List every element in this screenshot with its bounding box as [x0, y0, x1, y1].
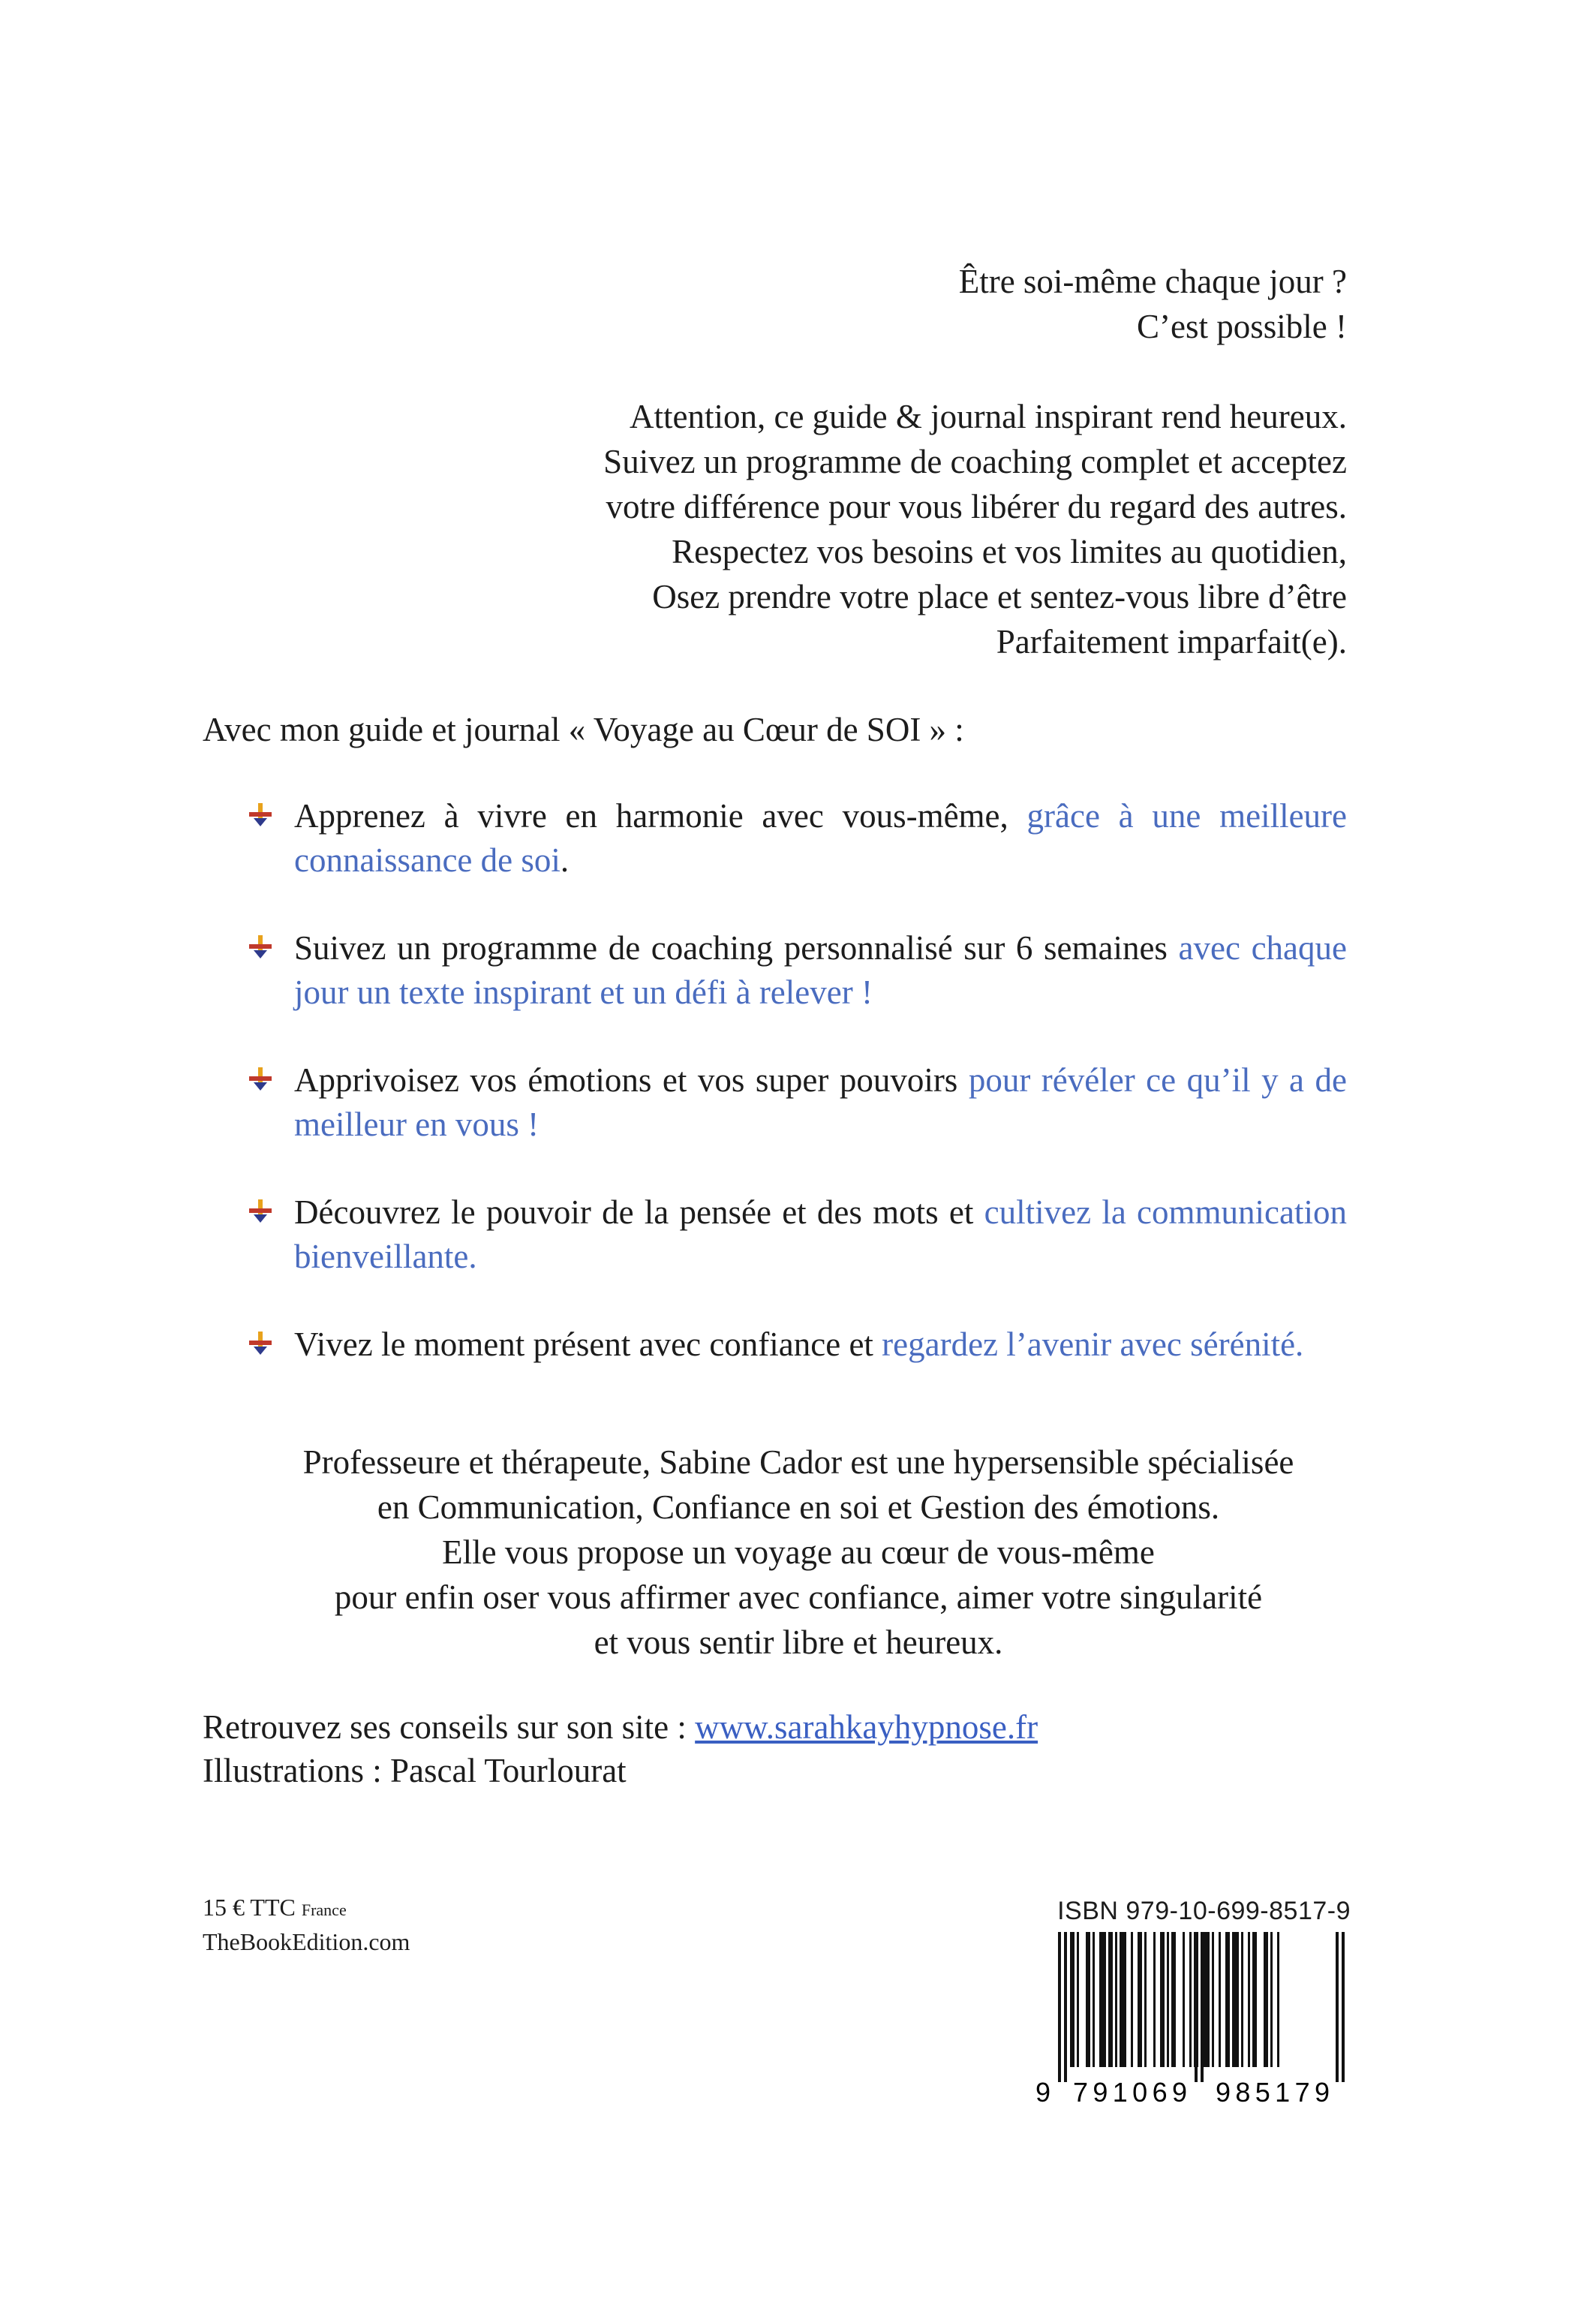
barcode-guard-bar: [1201, 1932, 1204, 2082]
intro-spacer: [203, 349, 1347, 394]
intro-line: Respectez vos besoins et vos limites au quotidien,: [672, 533, 1347, 570]
barcode-bar: [1138, 1932, 1142, 2067]
benefit-item: [248, 1058, 1347, 1147]
barcode-digit-first: 9: [1035, 2077, 1051, 2106]
publisher: TheBookEdition.com: [203, 1928, 410, 1955]
credits-block: [203, 1705, 1038, 1792]
isbn-label: ISBN 979-10-699-8517-9: [1057, 1897, 1351, 1925]
barcode-guard-bar: [1195, 1932, 1198, 2082]
price-amount: 15 € TTC: [203, 1894, 296, 1921]
barcode-bars: [1058, 1932, 1345, 2082]
price-block: [203, 1891, 410, 1957]
barcode-bar: [1086, 1932, 1090, 2067]
intro-line: Être soi-même chaque jour ?: [958, 263, 1347, 300]
benefit-item: [248, 1190, 1347, 1279]
intro-line: Suivez un programme de coaching complet et acceptez: [603, 443, 1347, 480]
intro-line: C’est possible !: [1137, 308, 1347, 345]
barcode-bar: [1264, 1932, 1268, 2067]
benefit-item: [248, 1323, 1347, 1367]
barcode-bar: [1270, 1932, 1273, 2067]
barcode-block: [1035, 1896, 1351, 2106]
price-region: France: [301, 1900, 347, 1919]
site-line: [203, 1705, 1038, 1749]
colored-arrow-bullet-icon: [248, 1199, 273, 1223]
barcode-bar: [1115, 1932, 1117, 2067]
benefit-text: Découvrez le pouvoir de la pensée et des mots et: [294, 1193, 984, 1231]
bio-line: Elle vous propose un voyage au cœur de vous-même: [442, 1533, 1155, 1571]
barcode-guard-bar: [1336, 1932, 1339, 2082]
barcode-digits-left: 791069: [1073, 2077, 1187, 2106]
colored-arrow-bullet-icon: [248, 803, 273, 827]
barcode-guard-bar: [1064, 1932, 1067, 2082]
benefit-accent: grâce à une meilleure connaissance de soi: [294, 797, 1348, 879]
price-line: [203, 1891, 410, 1926]
barcode-bar: [1077, 1932, 1079, 2067]
barcode-bar: [1167, 1932, 1169, 2067]
barcode-bar: [1225, 1932, 1230, 2067]
site-label: Retrouvez ses conseils sur son site :: [203, 1708, 696, 1746]
illustrations-credit: Illustrations : Pascal Tourlourat: [203, 1752, 627, 1789]
barcode-bar: [1153, 1932, 1156, 2067]
barcode-bar: [1219, 1932, 1221, 2067]
intro-line: Attention, ce guide & journal inspirant rend heureux.: [630, 398, 1347, 435]
benefit-accent: regardez l’avenir avec sérénité.: [882, 1326, 1304, 1363]
benefit-item: [248, 794, 1347, 883]
benefit-text: Apprenez à vivre en harmonie avec vous-même,: [294, 797, 1027, 835]
barcode-bar: [1070, 1932, 1075, 2067]
barcode-bar: [1189, 1932, 1192, 2067]
barcode-bar: [1248, 1932, 1250, 2067]
bio-line: et vous sentir libre et heureux.: [594, 1623, 1003, 1661]
benefit-accent: cultivez la communication bienveillante.: [294, 1193, 1347, 1275]
intro-line: votre différence pour vous libérer du regard des autres.: [606, 488, 1347, 525]
barcode-bar: [1120, 1932, 1126, 2067]
intro-block: [203, 259, 1347, 664]
barcode-bar: [1277, 1932, 1279, 2067]
benefit-text: Suivez un programme de coaching personnalisé sur 6 semaines: [294, 929, 1179, 967]
barcode-bar: [1160, 1932, 1165, 2067]
benefit-text: Vivez le moment présent avec confiance et: [294, 1326, 882, 1363]
benefit-item: [248, 926, 1347, 1015]
colored-arrow-bullet-icon: [248, 935, 273, 959]
author-bio: [113, 1440, 1484, 1665]
barcode-bar: [1171, 1932, 1176, 2067]
barcode-digits-right: 985179: [1216, 2077, 1330, 2106]
barcode-bar: [1183, 1932, 1185, 2067]
site-link[interactable]: www.sarahkayhypnose.fr: [695, 1708, 1038, 1746]
benefit-tail: .: [560, 841, 570, 879]
barcode-bar: [1131, 1932, 1133, 2067]
benefit-list: [248, 794, 1347, 1410]
barcode-bar: [1144, 1932, 1147, 2067]
colored-arrow-bullet-icon: [248, 1067, 273, 1091]
bio-line: en Communication, Confiance en soi et Gestion des émotions.: [377, 1488, 1220, 1526]
bio-line: pour enfin oser vous affirmer avec confiance, aimer votre singularité: [334, 1578, 1263, 1616]
benefit-accent: avec chaque jour un texte inspirant et un défi à relever !: [294, 929, 1347, 1011]
barcode-bar: [1212, 1932, 1214, 2067]
intro-line: Parfaitement imparfait(e).: [996, 623, 1347, 661]
barcode-bar: [1108, 1932, 1113, 2067]
barcode-guard-bar: [1058, 1932, 1061, 2082]
barcode-bar: [1232, 1932, 1239, 2067]
benefit-text: Apprivoisez vos émotions et vos super pouvoirs: [294, 1061, 969, 1099]
bio-line: Professeure et thérapeute, Sabine Cador est une hypersensible spécialisée: [302, 1443, 1294, 1481]
barcode-bar: [1203, 1932, 1210, 2067]
benefit-accent: pour révéler ce qu’il y a de meilleur en vous !: [294, 1061, 1347, 1143]
barcode-guard-bar: [1342, 1932, 1345, 2082]
barcode: [1035, 1932, 1351, 2106]
barcode-bar: [1093, 1932, 1095, 2067]
colored-arrow-bullet-icon: [248, 1332, 273, 1356]
barcode-bar: [1252, 1932, 1257, 2067]
barcode-bar: [1099, 1932, 1106, 2067]
barcode-bar: [1241, 1932, 1243, 2067]
lead-text: Avec mon guide et journal « Voyage au Cœur de SOI » :: [203, 711, 964, 748]
intro-line: Osez prendre votre place et sentez-vous libre d’être: [652, 578, 1347, 615]
